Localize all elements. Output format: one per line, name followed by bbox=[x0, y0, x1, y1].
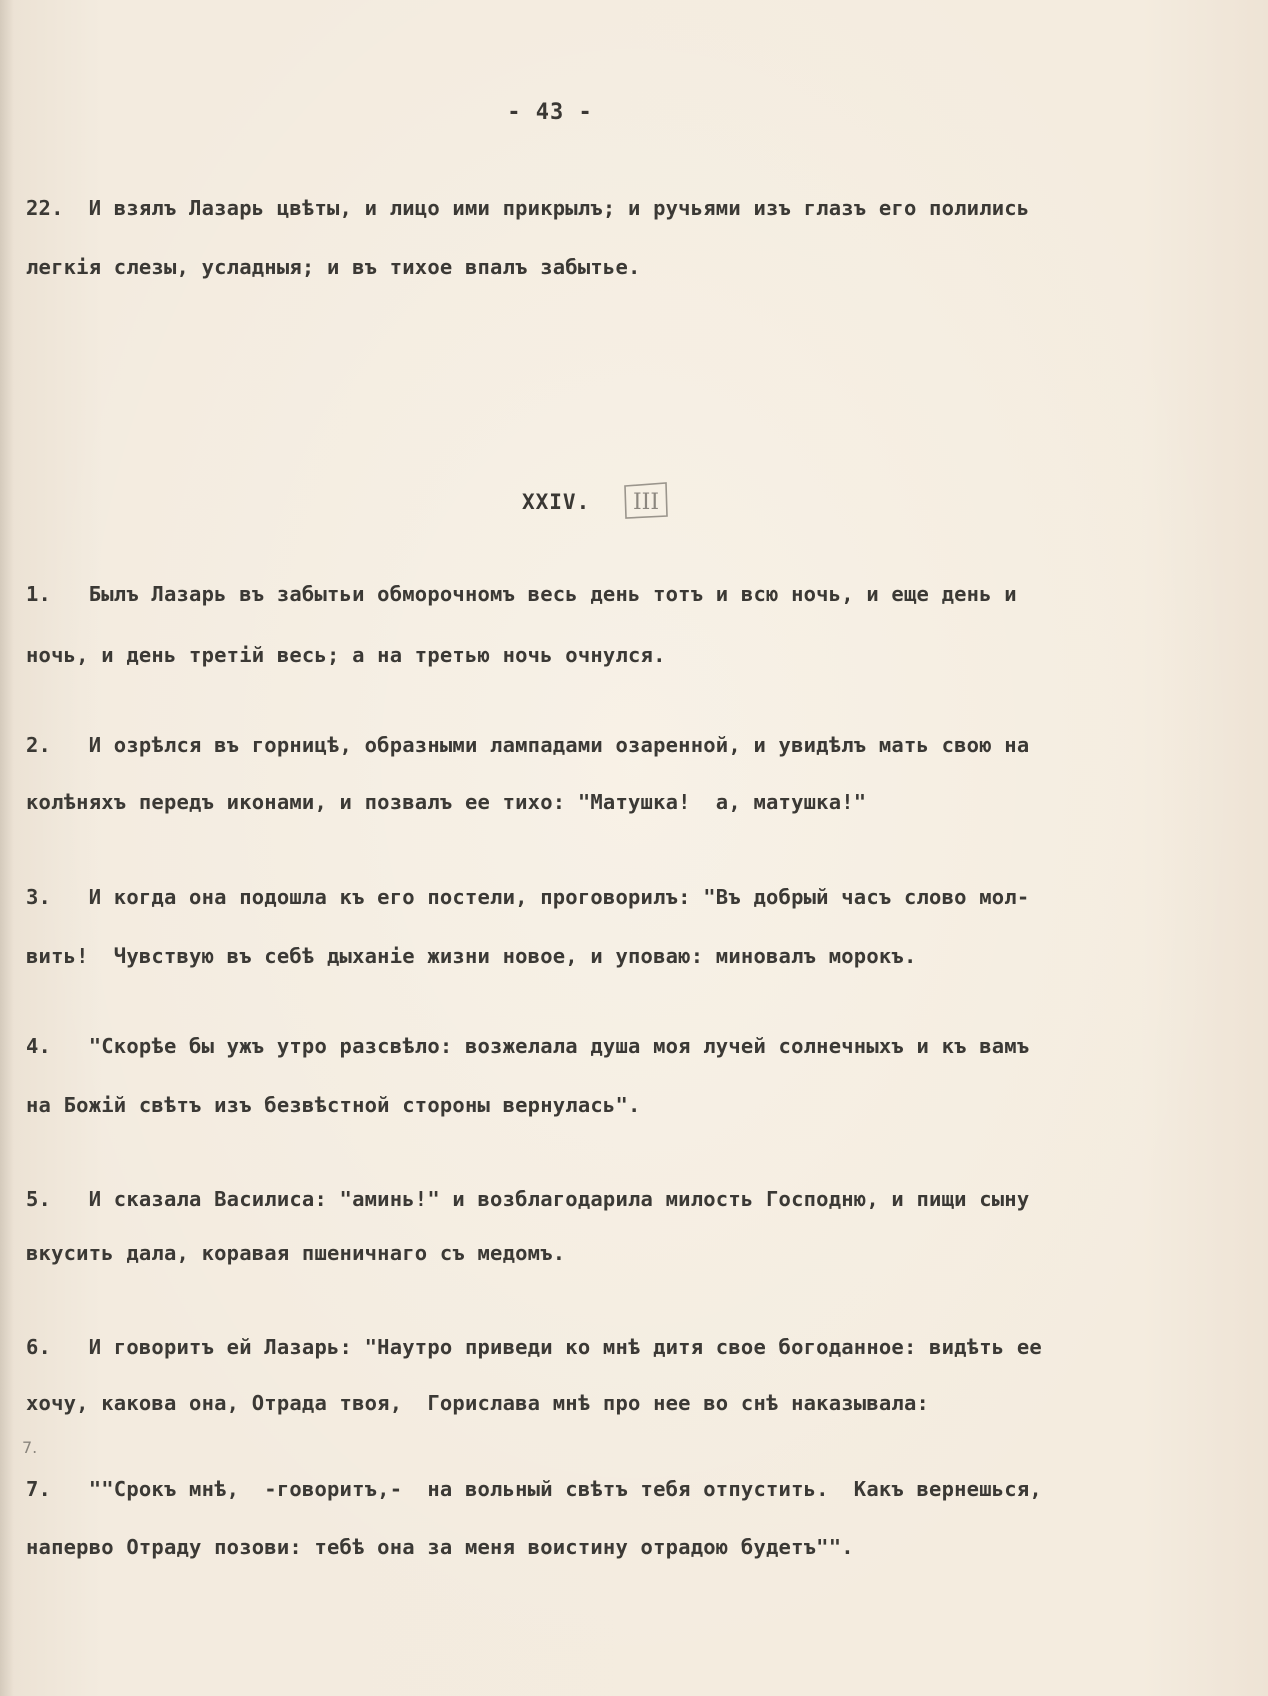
text-line: 5. И сказала Василиса: "аминь!" и возблагодарила милость Господню, и пищи сыну bbox=[26, 1187, 1030, 1211]
margin-annotation: 7. bbox=[22, 1438, 38, 1457]
chapter-heading: XXIV. bbox=[522, 490, 591, 514]
text-line: 7. ""Срокъ мнѣ, -говоритъ,- на вольный свѣтъ тебя отпустить. Какъ вернешься, bbox=[26, 1477, 1042, 1501]
text-line: 1. Былъ Лазарь въ забытьи обморочномъ весь день тотъ и всю ночь, и еще день и bbox=[26, 582, 1017, 606]
text-line: 2. И озрѣлся въ горницѣ, образными лампадами озаренной, и увидѣлъ мать свою на bbox=[26, 733, 1030, 757]
text-line: 22. И взялъ Лазарь цвѣты, и лицо ими прикрылъ; и ручьями изъ глазъ его полились bbox=[26, 196, 1030, 220]
text-line: вить! Чувствую въ себѣ дыханіе жизни новое, и уповаю: миновалъ морокъ. bbox=[26, 944, 917, 968]
text-line: хочу, какова она, Отрада твоя, Горислава мнѣ про нее во снѣ наказывала: bbox=[26, 1391, 930, 1415]
page-number: - 43 - bbox=[507, 100, 593, 125]
text-line: на Божій свѣтъ изъ безвѣстной стороны вернулась". bbox=[26, 1093, 641, 1117]
text-line: колѣняхъ передъ иконами, и позвалъ ее тихо: "Матушка! а, матушка!" bbox=[26, 790, 867, 814]
text-line: 6. И говоритъ ей Лазарь: "Наутро приведи ко мнѣ дитя свое богоданное: видѣть ее bbox=[26, 1335, 1042, 1359]
text-line: 3. И когда она подошла къ его постели, проговорилъ: "Въ добрый часъ слово мол- bbox=[26, 885, 1030, 909]
text-line: вкусить дала, коравая пшеничнаго съ медомъ. bbox=[26, 1241, 566, 1265]
pencil-annotation-box bbox=[622, 480, 670, 520]
text-line: ночь, и день третій весь; а на третью ночь очнулся. bbox=[26, 643, 666, 667]
page-edge-shadow bbox=[0, 0, 14, 1696]
text-line: наперво Отраду позови: тебѣ она за меня воистину отрадою будетъ"". bbox=[26, 1535, 854, 1559]
text-line: легкія слезы, усладныя; и въ тихое впалъ забытье. bbox=[26, 255, 641, 279]
pencil-annotation-text: III bbox=[632, 490, 660, 515]
pencil-box-icon bbox=[622, 480, 670, 520]
text-line: 4. "Скорѣе бы ужъ утро разсвѣло: возжелала душа моя лучей солнечныхъ и къ вамъ bbox=[26, 1034, 1030, 1058]
